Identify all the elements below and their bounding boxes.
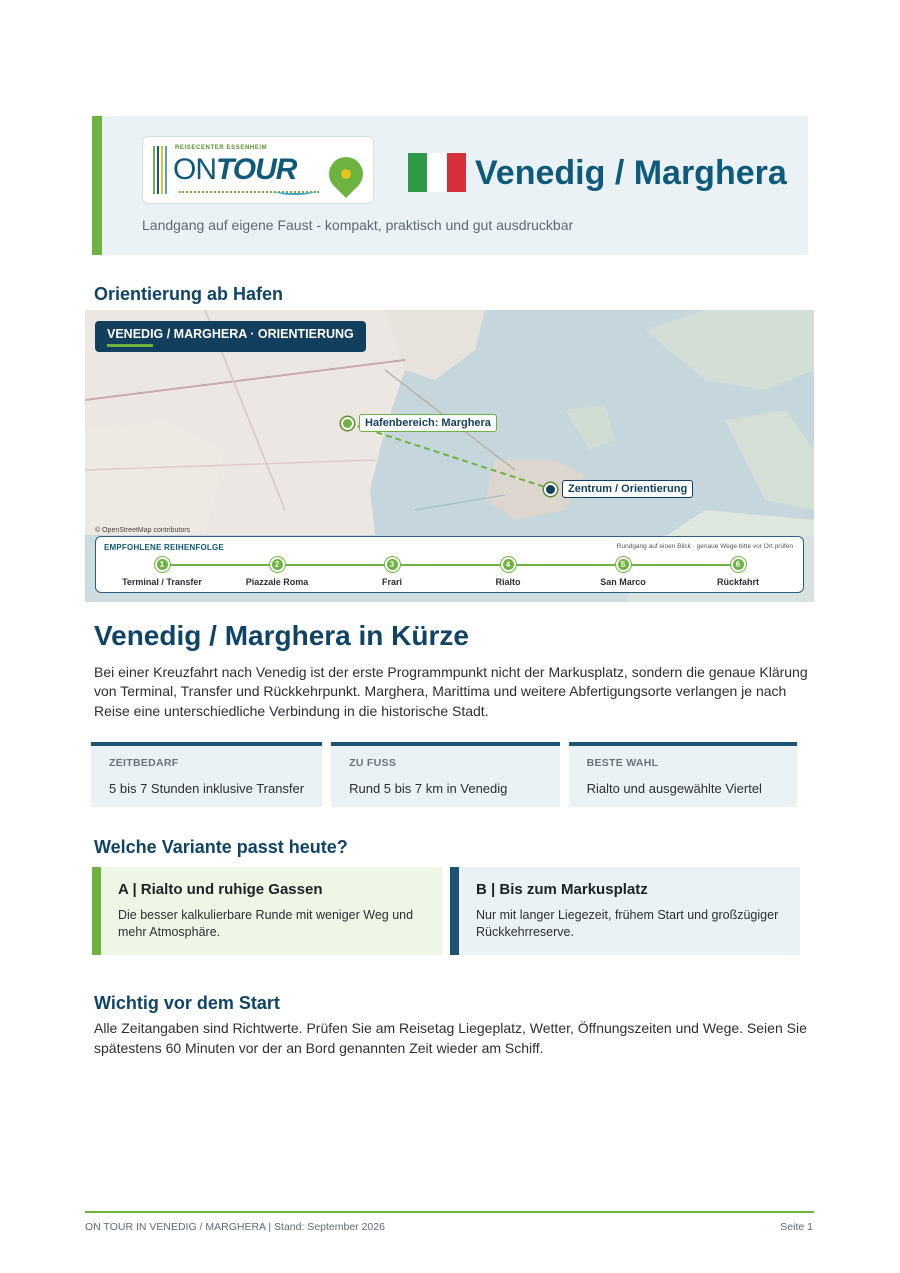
route-note: Rundgang auf einen Blick · genaue Wege bitte vor Ort prüfen	[616, 543, 793, 550]
variants-heading: Welche Variante passt heute?	[94, 837, 348, 857]
route-stop: 5 San Marco	[565, 557, 681, 587]
variant-b-title: B | Bis zum Markusplatz	[476, 881, 648, 898]
page-number: Seite 1	[780, 1221, 813, 1233]
route-stop: 2 Piazzale Roma	[219, 557, 335, 587]
variant-a-card	[92, 867, 442, 955]
footer-divider	[85, 1211, 814, 1213]
footer-left: ON TOUR IN VENEDIG / MARGHERA | Stand: September 2026	[85, 1221, 385, 1233]
fact-card	[569, 742, 797, 807]
brief-text: Bei einer Kreuzfahrt nach Venedig ist der erste Programmpunkt nicht der Markusplatz, sondern die genaue Klärung von Terminal, Transfer und Rückkehrpunkt. Marghera, Marittima und weitere Abfertigungsorte verlangen je nach Reise eine unterschiedliche Verbindung in die historische Stadt.	[94, 664, 808, 719]
logo-bars-icon	[153, 146, 167, 194]
brief-title: Venedig / Marghera in Kürze	[94, 620, 469, 651]
logo-pin-icon	[322, 150, 370, 198]
location-pin-icon	[544, 483, 557, 496]
logo-small-text: REISECENTER ESSENHEIM	[175, 145, 268, 151]
fact-value: Rialto und ausgewählte Viertel	[586, 781, 762, 796]
italy-flag-icon	[408, 153, 466, 192]
fact-key: ZU FUSS	[349, 757, 397, 769]
variant-a-text: Die besser kalkulierbare Runde mit weniger Weg und mehr Atmosphäre.	[118, 908, 414, 939]
map-pin-port-label: Hafenbereich: Marghera	[359, 414, 497, 432]
facts-row	[91, 742, 797, 807]
fact-key: BESTE WAHL	[586, 757, 659, 769]
route-stop: 1 Terminal / Transfer	[104, 557, 220, 587]
logo-wave-icon	[275, 187, 315, 195]
fact-key: ZEITBEDARF	[109, 757, 179, 769]
map-pin-center-label: Zentrum / Orientierung	[562, 480, 693, 498]
map-credit: © OpenStreetMap contributors	[95, 527, 191, 534]
fact-card	[331, 742, 559, 807]
logo-text: ONTOUR	[173, 153, 297, 186]
variant-b-text: Nur mit langer Liegezeit, frühem Start und großzügiger Rückkehrreserve.	[476, 908, 779, 939]
variant-b-card	[450, 867, 800, 955]
ontour-logo	[142, 136, 374, 204]
route-title: EMPFOHLENE REIHENFOLGE	[104, 543, 224, 552]
orientation-map	[85, 310, 814, 602]
route-panel	[95, 536, 804, 593]
header-box	[92, 116, 808, 255]
fact-card	[91, 742, 322, 807]
fact-value: Rund 5 bis 7 km in Venedig	[349, 781, 508, 796]
page-subtitle: Landgang auf eigene Faust - kompakt, praktisch und gut ausdruckbar	[142, 217, 574, 233]
fact-value: 5 bis 7 Stunden inklusive Transfer	[109, 781, 305, 796]
variant-a-title: A | Rialto und ruhige Gassen	[118, 881, 323, 898]
variants-row	[92, 867, 800, 955]
start-heading: Wichtig vor dem Start	[94, 993, 280, 1013]
location-pin-icon	[341, 417, 354, 430]
start-text: Alle Zeitangaben sind Richtwerte. Prüfen Sie am Reisetag Liegeplatz, Wetter, Öffnungszeiten und Wege. Seien Sie spätestens 60 Minuten vor der an Bord genannten Zeit wieder am Schiff.	[94, 1020, 807, 1056]
route-stop: 3 Frari	[334, 557, 450, 587]
map-banner: VENEDIG / MARGHERA · ORIENTIERUNG	[95, 321, 366, 352]
map-pin-center[interactable]	[544, 480, 693, 498]
page-title: Venedig / Marghera	[475, 154, 787, 192]
map-heading: Orientierung ab Hafen	[94, 284, 284, 304]
route-stop: 4 Rialto	[450, 557, 566, 587]
map-pin-port[interactable]	[341, 414, 497, 432]
route-stop: 6 Rückfahrt	[680, 557, 796, 587]
